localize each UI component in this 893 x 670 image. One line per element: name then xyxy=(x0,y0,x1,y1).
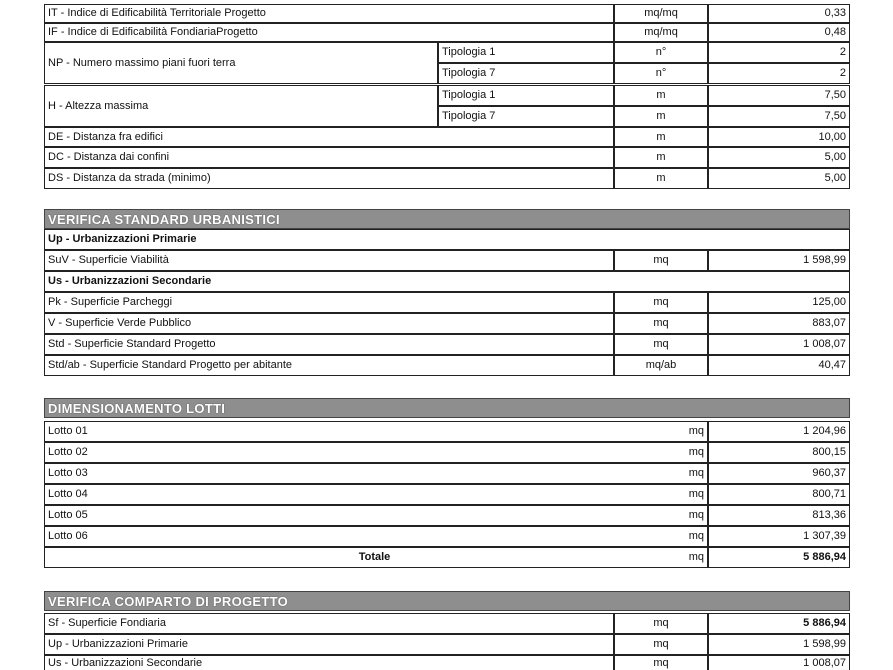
lotto-label: Lotto 05 xyxy=(44,505,708,526)
lotto-value: 960,37 xyxy=(708,463,850,484)
param-value: 0,48 xyxy=(708,23,850,42)
lotto-unit: mq xyxy=(614,505,708,526)
param-label: DC - Distanza dai confini xyxy=(44,147,614,168)
param-value: 0,33 xyxy=(708,4,850,23)
lotto-value: 800,15 xyxy=(708,442,850,463)
lotto-label: Lotto 04 xyxy=(44,484,708,505)
lotto-label: Lotto 03 xyxy=(44,463,708,484)
comparto-label: Sf - Superficie Fondiaria xyxy=(44,613,614,634)
lotto-label: Lotto 02 xyxy=(44,442,708,463)
table-row xyxy=(44,484,850,505)
tipologia-label: Tipologia 1 xyxy=(438,42,614,63)
param-label: H - Altezza massima xyxy=(44,85,438,127)
table-row xyxy=(44,147,850,168)
table-row xyxy=(44,526,850,547)
param-label: DS - Distanza da strada (minimo) xyxy=(44,168,614,189)
total-unit: mq xyxy=(614,547,708,568)
param-value: 2 xyxy=(708,42,850,63)
param-label: IF - Indice di Edificabilità FondiariaProgetto xyxy=(44,23,614,42)
standard-unit: mq xyxy=(614,313,708,334)
comparto-value: 5 886,94 xyxy=(708,613,850,634)
table-row xyxy=(44,313,850,334)
lotto-value: 1 307,39 xyxy=(708,526,850,547)
table-row xyxy=(44,127,850,147)
subsection-heading: Us - Urbanizzazioni Secondarie xyxy=(44,271,850,292)
param-value: 10,00 xyxy=(708,127,850,147)
standard-unit: mq xyxy=(614,250,708,271)
table-row xyxy=(44,168,850,189)
param-unit: m xyxy=(614,147,708,168)
comparto-value: 1 598,99 xyxy=(708,634,850,655)
standard-unit: mq/ab xyxy=(614,355,708,376)
table-row xyxy=(44,85,850,127)
param-value: 2 xyxy=(708,63,850,84)
param-unit: mq/mq xyxy=(614,4,708,23)
total-label: Totale xyxy=(44,547,708,568)
param-value: 7,50 xyxy=(708,85,850,106)
standard-label: V - Superficie Verde Pubblico xyxy=(44,313,614,334)
table-row xyxy=(44,442,850,463)
comparto-value: 1 008,07 xyxy=(708,655,850,670)
table-row xyxy=(44,292,850,313)
lotto-unit: mq xyxy=(614,526,708,547)
param-unit: m xyxy=(614,106,708,127)
lotto-label: Lotto 06 xyxy=(44,526,708,547)
section-title: VERIFICA COMPARTO DI PROGETTO xyxy=(48,593,289,609)
standard-value: 40,47 xyxy=(708,355,850,376)
table-row xyxy=(44,229,850,250)
lotto-unit: mq xyxy=(614,442,708,463)
param-unit: n° xyxy=(614,63,708,84)
section-header-standard xyxy=(44,209,850,229)
param-label: NP - Numero massimo piani fuori terra xyxy=(44,42,438,84)
comparto-unit: mq xyxy=(614,613,708,634)
table-row xyxy=(44,271,850,292)
param-value: 7,50 xyxy=(708,106,850,127)
section-header-lotti xyxy=(44,398,850,418)
table-row xyxy=(44,250,850,271)
standard-value: 1 598,99 xyxy=(708,250,850,271)
param-unit: m xyxy=(614,168,708,189)
param-unit: m xyxy=(614,85,708,106)
table-row xyxy=(44,655,850,670)
tipologia-label: Tipologia 1 xyxy=(438,85,614,106)
param-value: 5,00 xyxy=(708,168,850,189)
lotto-unit: mq xyxy=(614,463,708,484)
section-title: VERIFICA STANDARD URBANISTICI xyxy=(48,211,280,227)
table-row xyxy=(44,421,850,442)
param-label: IT - Indice di Edificabilità Territoriale Progetto xyxy=(44,4,614,23)
section-header-comparto xyxy=(44,591,850,611)
table-row xyxy=(44,23,850,42)
table-row xyxy=(44,505,850,526)
standard-unit: mq xyxy=(614,334,708,355)
lotto-unit: mq xyxy=(614,484,708,505)
lotto-value: 1 204,96 xyxy=(708,421,850,442)
standard-label: Std/ab - Superficie Standard Progetto per abitante xyxy=(44,355,614,376)
table-row xyxy=(44,4,850,23)
comparto-unit: mq xyxy=(614,634,708,655)
standard-label: Pk - Superficie Parcheggi xyxy=(44,292,614,313)
standard-value: 883,07 xyxy=(708,313,850,334)
comparto-label: Us - Urbanizzazioni Secondarie xyxy=(44,655,614,670)
tipologia-label: Tipologia 7 xyxy=(438,63,614,84)
standard-value: 1 008,07 xyxy=(708,334,850,355)
lotto-label: Lotto 01 xyxy=(44,421,708,442)
comparto-label: Up - Urbanizzazioni Primarie xyxy=(44,634,614,655)
section-title: DIMENSIONAMENTO LOTTI xyxy=(48,400,226,416)
table-row xyxy=(44,634,850,655)
subsection-heading: Up - Urbanizzazioni Primarie xyxy=(44,229,850,250)
totals-row xyxy=(44,547,850,568)
comparto-unit: mq xyxy=(614,655,708,670)
param-unit: n° xyxy=(614,42,708,63)
table-row xyxy=(44,42,850,84)
table-row xyxy=(44,463,850,484)
standard-unit: mq xyxy=(614,292,708,313)
total-value: 5 886,94 xyxy=(708,547,850,568)
standard-label: Std - Superficie Standard Progetto xyxy=(44,334,614,355)
lotto-value: 813,36 xyxy=(708,505,850,526)
table-row xyxy=(44,613,850,634)
param-unit: m xyxy=(614,127,708,147)
lotto-value: 800,71 xyxy=(708,484,850,505)
lotto-unit: mq xyxy=(614,421,708,442)
table-row xyxy=(44,355,850,376)
standard-value: 125,00 xyxy=(708,292,850,313)
param-unit: mq/mq xyxy=(614,23,708,42)
param-value: 5,00 xyxy=(708,147,850,168)
param-label: DE - Distanza fra edifici xyxy=(44,127,614,147)
tipologia-label: Tipologia 7 xyxy=(438,106,614,127)
table-row xyxy=(44,334,850,355)
standard-label: SuV - Superficie Viabilità xyxy=(44,250,614,271)
